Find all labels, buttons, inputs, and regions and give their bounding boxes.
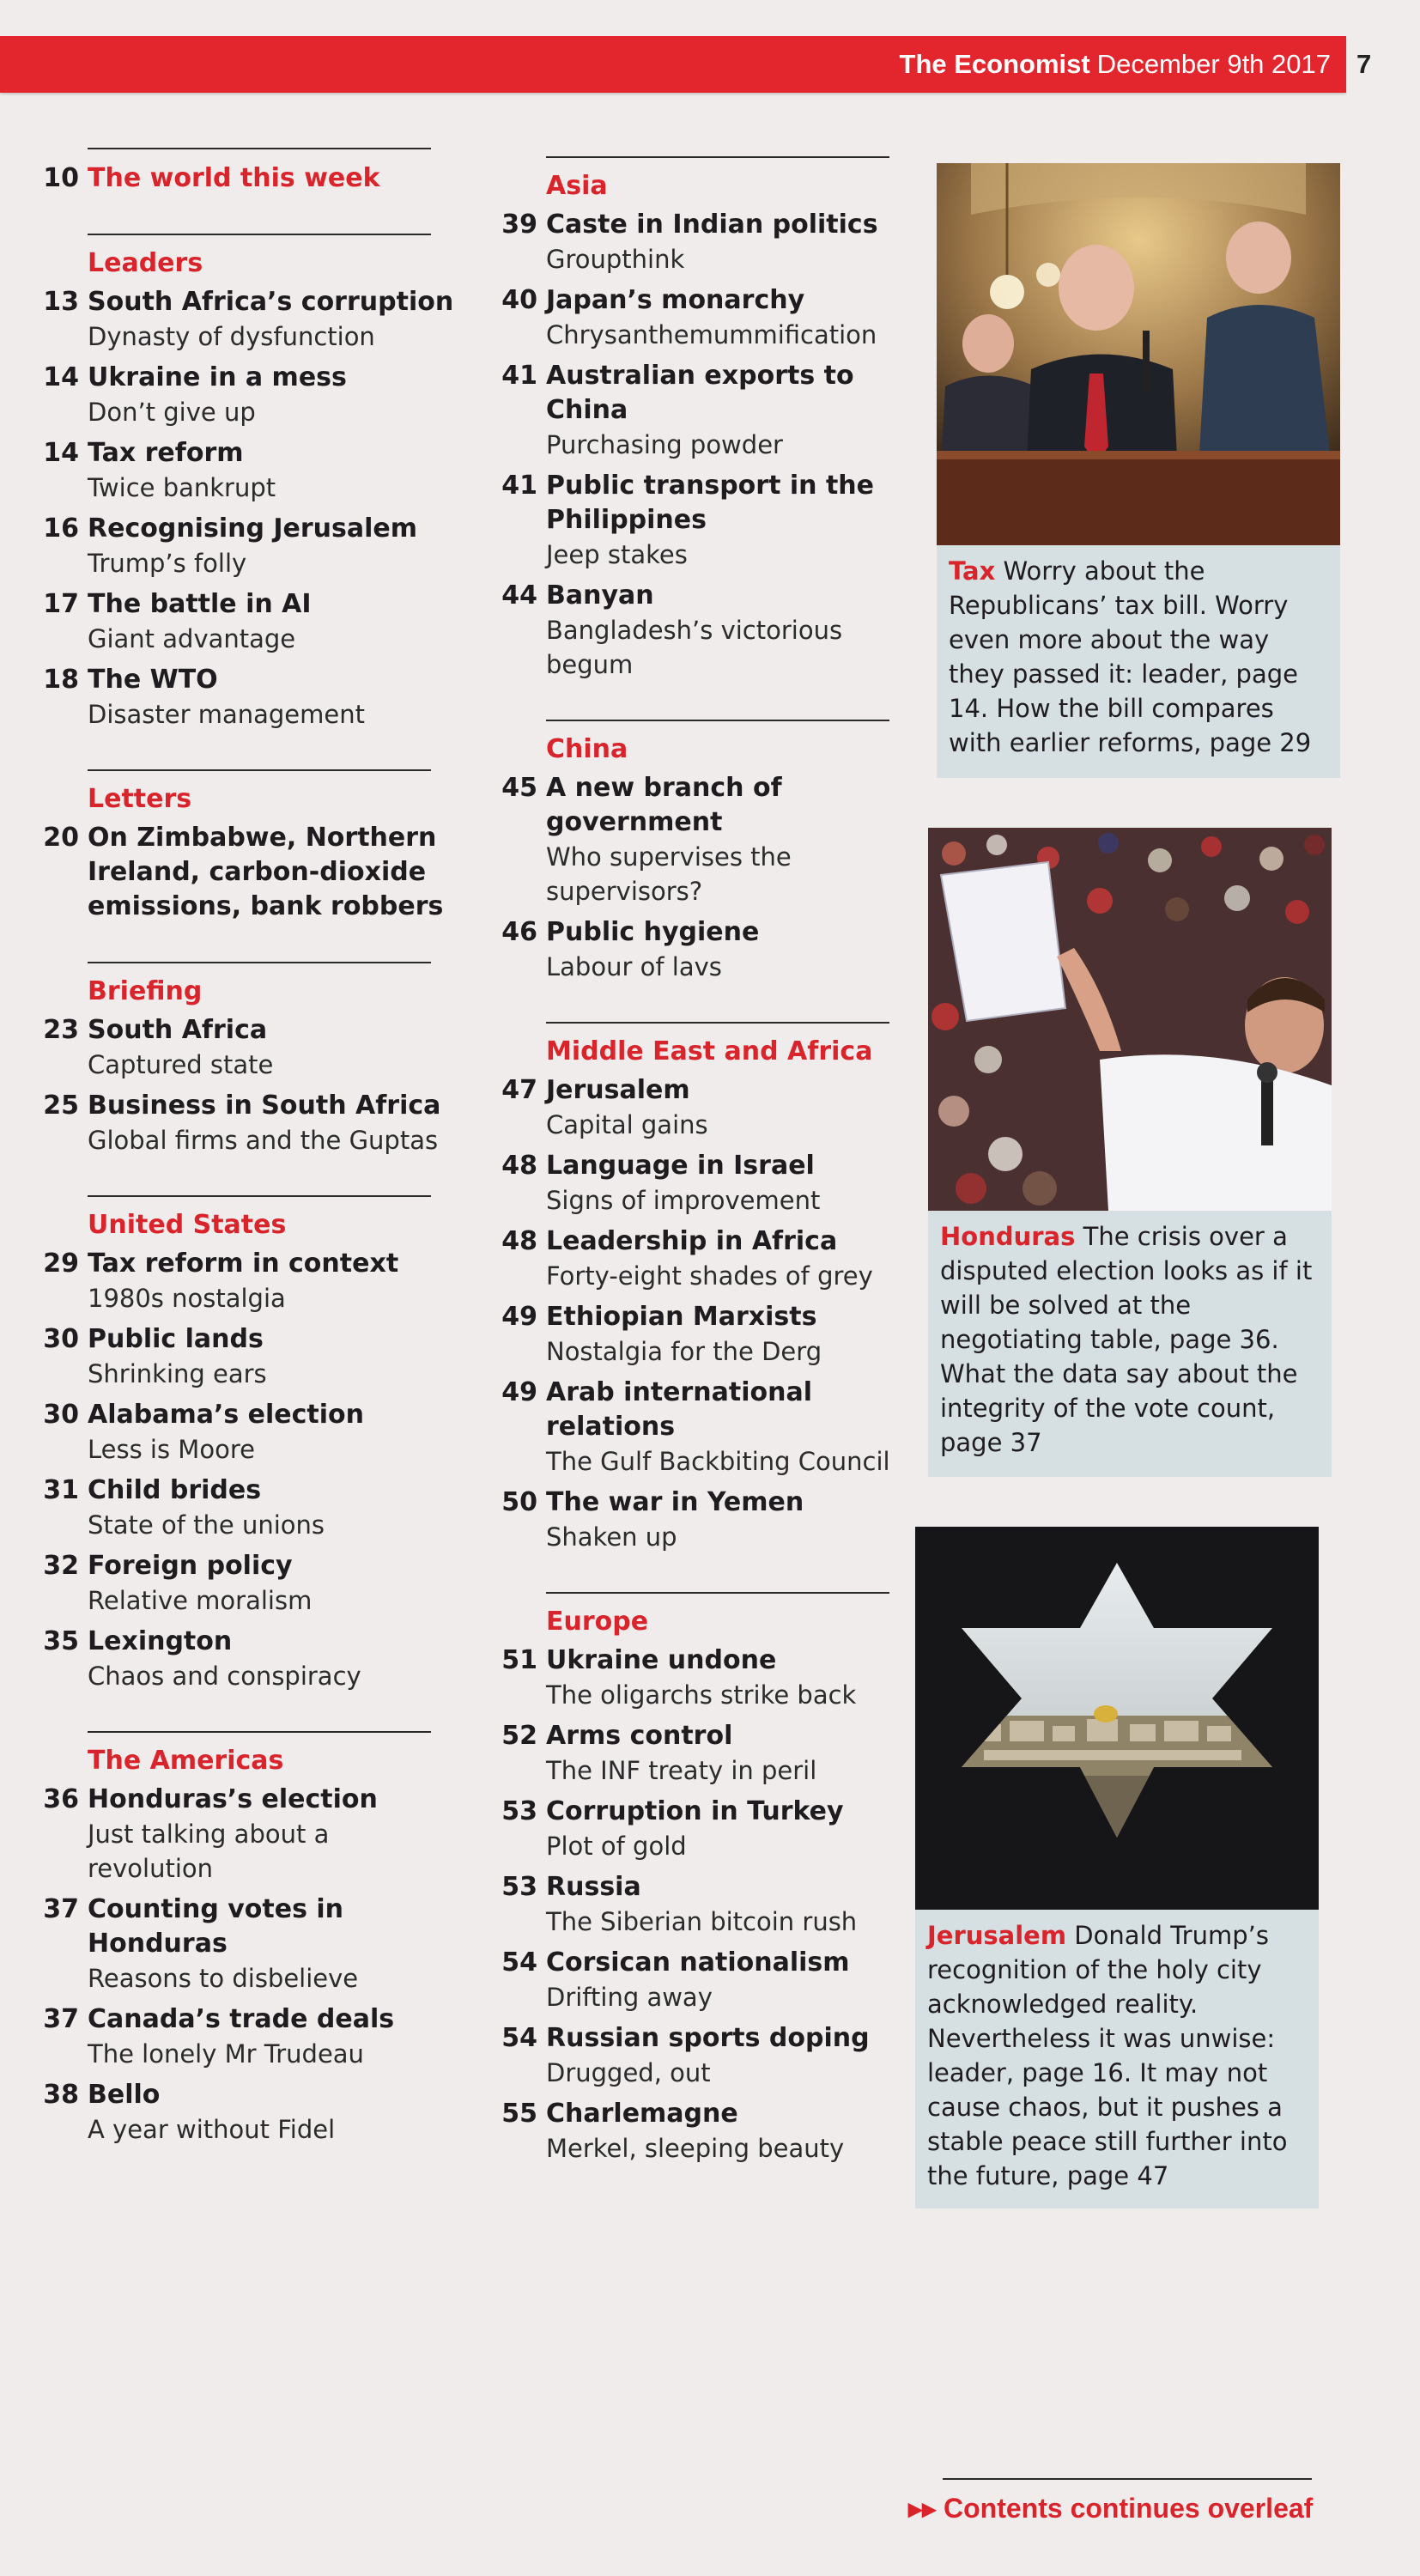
entry-subtitle: The INF treaty in peril xyxy=(546,1756,817,1785)
contents-entry[interactable] xyxy=(489,1946,901,2014)
contents-entry[interactable] xyxy=(489,359,901,462)
entry-title: Caste in Indian politics xyxy=(546,210,878,240)
contents-entry[interactable] xyxy=(489,579,901,682)
section-heading: Middle East and Africa xyxy=(546,1036,873,1066)
entry-page-number: 54 xyxy=(501,2023,537,2053)
photo-rally-crowd xyxy=(928,828,1332,1211)
entry-page-number: 54 xyxy=(501,1947,537,1978)
section-gap xyxy=(31,1700,460,1731)
section-gap xyxy=(489,689,901,720)
caption-text: Worry about the Republicans’ tax bill. Worry even more about the way they passed it: leader, page 14. How the bill compares with earlier reforms, page 29 xyxy=(949,556,1312,757)
entry-page-number: 29 xyxy=(43,1249,79,1279)
contents-entry[interactable] xyxy=(31,436,460,505)
entry-title: Corsican nationalism xyxy=(546,1947,850,1978)
contents-entry[interactable] xyxy=(31,1893,460,1996)
entry-subtitle: Drugged, out xyxy=(546,2058,711,2087)
page-number: 7 xyxy=(1356,49,1372,79)
entry-page-number: 50 xyxy=(501,1487,537,1517)
section-rule xyxy=(88,962,431,963)
contents-entry[interactable] xyxy=(489,1719,901,1788)
section-heading: China xyxy=(546,734,628,764)
contents-entry[interactable] xyxy=(489,1224,901,1293)
section-heading: The Americas xyxy=(88,1746,284,1776)
contents-entry[interactable] xyxy=(489,1795,901,1863)
entry-subtitle: Global firms and the Guptas xyxy=(88,1126,439,1155)
entry-page-number: 52 xyxy=(501,1721,537,1751)
caption-tax xyxy=(949,554,1332,760)
caption-text: Donald Trump’s recognition of the holy city acknowledged reality. Nevertheless it was unwise: leader, page 16. It may not cause chaos, but it pushes a stable peace still further into the future, page 47 xyxy=(927,1921,1288,2190)
contents-column-middle xyxy=(489,156,901,2172)
entry-subtitle: Groupthink xyxy=(546,245,685,274)
contents-entry[interactable] xyxy=(31,587,460,656)
section-middle-east-and-africa xyxy=(489,991,901,1554)
entry-title: Canada’s trade deals xyxy=(88,2004,395,2034)
section-rule xyxy=(88,234,431,235)
entry-page-number: 30 xyxy=(43,1400,79,1430)
contents-continues-label: Contents continues overleaf xyxy=(944,2493,1314,2524)
contents-entry[interactable] xyxy=(31,285,460,354)
caption-lead: Jerusalem xyxy=(927,1921,1067,1950)
entry-subtitle: Reasons to disbelieve xyxy=(88,1964,359,1993)
entry-page-number: 16 xyxy=(43,513,79,544)
entry-subtitle: Capital gains xyxy=(546,1110,708,1139)
entry-subtitle: Shrinking ears xyxy=(88,1359,267,1388)
entry-subtitle: Less is Moore xyxy=(88,1435,255,1464)
contents-entry[interactable] xyxy=(489,469,901,572)
entry-title: Public lands xyxy=(88,1324,264,1354)
entry-subtitle: State of the unions xyxy=(88,1510,325,1540)
contents-entry[interactable] xyxy=(489,1376,901,1479)
contents-entry[interactable] xyxy=(489,1149,901,1218)
entry-title: The war in Yemen xyxy=(546,1487,804,1517)
header-bar xyxy=(0,36,1346,93)
section-rule xyxy=(546,1592,889,1594)
entry-title: Ethiopian Marxists xyxy=(546,1302,817,1332)
entry-page-number: 13 xyxy=(43,287,79,317)
contents-entry[interactable] xyxy=(31,1089,460,1157)
entry-title: Bello xyxy=(88,2080,161,2110)
entry-title: Jerusalem xyxy=(546,1075,690,1105)
entry-subtitle: Chrysanthemummification xyxy=(546,320,877,349)
entry-subtitle: Shaken up xyxy=(546,1522,677,1552)
entry-title: Tax reform in context xyxy=(88,1249,399,1279)
masthead xyxy=(900,36,1331,93)
entry-page-number: 48 xyxy=(501,1151,537,1181)
section-heading: United States xyxy=(88,1210,287,1240)
contents-entry[interactable] xyxy=(489,208,901,276)
contents-column-left xyxy=(31,148,460,2154)
entry-subtitle: Bangladesh’s victorious begum xyxy=(546,616,843,679)
brand-name: The Economist xyxy=(899,49,1090,79)
section-heading: Letters xyxy=(88,784,192,814)
contents-entry[interactable] xyxy=(489,771,901,908)
footer-rule xyxy=(943,2478,1312,2480)
section-china xyxy=(489,689,901,984)
contents-entry[interactable] xyxy=(489,1485,901,1554)
entry-page-number: 41 xyxy=(501,471,537,501)
caption-lead: Tax xyxy=(949,556,996,586)
entry-title: Language in Israel xyxy=(546,1151,815,1181)
entry-page-number: 38 xyxy=(43,2080,79,2110)
section-letters xyxy=(31,738,460,924)
entry-title: Alabama’s election xyxy=(88,1400,365,1430)
section-rule xyxy=(88,1731,431,1733)
entry-page-number: 25 xyxy=(43,1091,79,1121)
section-the-americas xyxy=(31,1700,460,2147)
feature-card-jerusalem xyxy=(915,1527,1319,2208)
entry-subtitle: The oligarchs strike back xyxy=(546,1680,857,1710)
entry-subtitle: Twice bankrupt xyxy=(88,473,276,502)
section-heading: Leaders xyxy=(88,248,203,278)
entry-title: Russian sports doping xyxy=(546,2023,870,2053)
entry-subtitle: Signs of improvement xyxy=(546,1186,821,1215)
entry-title: The world this week xyxy=(88,163,380,193)
entry-page-number: 49 xyxy=(501,1302,537,1332)
entry-page-number: 47 xyxy=(501,1075,537,1105)
section-heading: Asia xyxy=(546,171,608,201)
contents-entry[interactable] xyxy=(31,1247,460,1315)
section-gap xyxy=(31,1164,460,1195)
contents-entry[interactable] xyxy=(31,1473,460,1542)
entry-page-number: 40 xyxy=(501,285,537,315)
entry-title: South Africa xyxy=(88,1015,268,1045)
entry-title: Counting votes in Honduras xyxy=(88,1894,344,1959)
entry-page-number: 45 xyxy=(501,773,537,803)
entry-page-number: 55 xyxy=(501,2099,537,2129)
contents-entry[interactable] xyxy=(31,512,460,580)
entry-title: Australian exports to China xyxy=(546,361,854,425)
contents-entry[interactable] xyxy=(31,1013,460,1082)
entry-page-number: 36 xyxy=(43,1784,79,1814)
photo-politicians-podium xyxy=(937,163,1340,545)
entry-page-number: 20 xyxy=(43,823,79,853)
entry-subtitle: The Siberian bitcoin rush xyxy=(546,1907,858,1936)
caption-honduras xyxy=(940,1219,1323,1460)
entry-subtitle: Dynasty of dysfunction xyxy=(88,322,375,351)
contents-entry[interactable] xyxy=(489,1073,901,1142)
feature-card-honduras xyxy=(928,828,1332,1477)
section-heading: Briefing xyxy=(88,976,203,1006)
contents-entry[interactable] xyxy=(31,1549,460,1618)
section-united-states xyxy=(31,1164,460,1693)
section-asia xyxy=(489,156,901,682)
entry-page-number: 44 xyxy=(501,580,537,611)
section-gap xyxy=(489,1561,901,1592)
section-heading: Europe xyxy=(546,1607,649,1637)
entry-title: Leadership in Africa xyxy=(546,1226,838,1256)
entry-title: Banyan xyxy=(546,580,654,611)
entry-title: Business in South Africa xyxy=(88,1091,441,1121)
contents-entry[interactable] xyxy=(489,2021,901,2090)
entry-subtitle: 1980s nostalgia xyxy=(88,1284,286,1313)
entry-subtitle: Jeep stakes xyxy=(546,540,688,569)
entry-title: South Africa’s corruption xyxy=(88,287,454,317)
contents-entry[interactable] xyxy=(31,1625,460,1693)
entry-page-number: 51 xyxy=(501,1645,537,1675)
entry-page-number: 41 xyxy=(501,361,537,391)
entry-page-number: 14 xyxy=(43,438,79,468)
contents-entry[interactable] xyxy=(31,2078,460,2147)
contents-continues-link[interactable] xyxy=(908,2492,1313,2524)
entry-title: Recognising Jerusalem xyxy=(88,513,418,544)
entry-page-number: 30 xyxy=(43,1324,79,1354)
entry-page-number: 31 xyxy=(43,1475,79,1505)
entry-page-number: 49 xyxy=(501,1377,537,1407)
entry-title: Public transport in the Philippines xyxy=(546,471,875,535)
entry-page-number: 18 xyxy=(43,665,79,695)
entry-subtitle: Chaos and conspiracy xyxy=(88,1662,361,1691)
entry-page-number: 37 xyxy=(43,2004,79,2034)
entry-page-number: 17 xyxy=(43,589,79,619)
section-gap xyxy=(489,991,901,1022)
issue-date: December 9th 2017 xyxy=(1096,49,1331,79)
entry-subtitle: Trump’s folly xyxy=(88,549,247,578)
section-briefing xyxy=(31,931,460,1157)
photo-star-jerusalem xyxy=(915,1527,1319,1910)
entry-title: Lexington xyxy=(88,1626,233,1656)
contents-entry[interactable] xyxy=(489,1870,901,1939)
entry-title: Charlemagne xyxy=(546,2099,738,2129)
feature-card-tax xyxy=(937,163,1340,778)
entry-title: The battle in AI xyxy=(88,589,312,619)
contents-entry[interactable] xyxy=(31,2002,460,2071)
entry-page-number: 23 xyxy=(43,1015,79,1045)
entry-title: Honduras’s election xyxy=(88,1784,378,1814)
contents-entry[interactable] xyxy=(31,663,460,732)
entry-title: Corruption in Turkey xyxy=(546,1796,844,1826)
entry-subtitle: Just talking about a revolution xyxy=(88,1820,330,1883)
entry-subtitle: Nostalgia for the Derg xyxy=(546,1337,822,1366)
contents-entry[interactable] xyxy=(31,161,460,196)
entry-page-number: 32 xyxy=(43,1551,79,1581)
caption-text: The crisis over a disputed election looks as if it will be solved at the negotiating table, page 36. What the data say about the integrity of the vote count, page 37 xyxy=(940,1222,1313,1457)
entry-title: Public hygiene xyxy=(546,917,760,947)
double-chevron-right-icon: ▸▸ xyxy=(908,2493,944,2524)
entry-subtitle: Purchasing powder xyxy=(546,430,783,459)
entry-page-number: 10 xyxy=(43,163,79,193)
entry-title: Arms control xyxy=(546,1721,733,1751)
entry-page-number: 14 xyxy=(43,362,79,392)
section-gap xyxy=(31,203,460,234)
entry-subtitle: Don’t give up xyxy=(88,398,256,427)
entry-title: Child brides xyxy=(88,1475,262,1505)
section-intro xyxy=(31,148,460,196)
contents-entry[interactable] xyxy=(31,821,460,924)
contents-entry[interactable] xyxy=(489,1643,901,1712)
entry-title: On Zimbabwe, Northern Ireland, carbon-dioxide emissions, bank robbers xyxy=(88,823,444,921)
entry-page-number: 53 xyxy=(501,1872,537,1902)
entry-page-number: 39 xyxy=(501,210,537,240)
entry-subtitle: Labour of lavs xyxy=(546,952,722,981)
entry-title: Arab international relations xyxy=(546,1377,813,1442)
entry-subtitle: Forty-eight shades of grey xyxy=(546,1261,873,1291)
section-rule xyxy=(546,1022,889,1024)
contents-entry[interactable] xyxy=(489,283,901,352)
contents-entry[interactable] xyxy=(31,1783,460,1886)
contents-entry[interactable] xyxy=(31,1398,460,1467)
entry-page-number: 35 xyxy=(43,1626,79,1656)
section-leaders xyxy=(31,203,460,732)
section-gap xyxy=(31,738,460,769)
entry-subtitle: A year without Fidel xyxy=(88,2115,336,2144)
section-rule xyxy=(546,720,889,721)
entry-subtitle: Giant advantage xyxy=(88,624,296,653)
section-spacer xyxy=(31,149,460,161)
section-europe xyxy=(489,1561,901,2166)
section-rule xyxy=(88,769,431,771)
contents-entry[interactable] xyxy=(31,361,460,429)
entry-page-number: 46 xyxy=(501,917,537,947)
entry-subtitle: Plot of gold xyxy=(546,1832,687,1861)
entry-title: Russia xyxy=(546,1872,641,1902)
entry-subtitle: Drifting away xyxy=(546,1983,713,2012)
contents-entry[interactable] xyxy=(489,2097,901,2166)
entry-subtitle: Who supervises the supervisors? xyxy=(546,842,792,906)
contents-entry[interactable] xyxy=(31,1322,460,1391)
entry-title: Ukraine undone xyxy=(546,1645,777,1675)
entry-page-number: 37 xyxy=(43,1894,79,1924)
entry-title: The WTO xyxy=(88,665,218,695)
caption-jerusalem xyxy=(927,1918,1310,2193)
entry-subtitle: Merkel, sleeping beauty xyxy=(546,2134,845,2163)
entry-title: A new branch of government xyxy=(546,773,782,837)
entry-title: Japan’s monarchy xyxy=(546,285,805,315)
section-gap xyxy=(31,931,460,962)
section-rule xyxy=(88,1195,431,1197)
entry-subtitle: Disaster management xyxy=(88,700,365,729)
caption-lead: Honduras xyxy=(940,1222,1076,1251)
entry-subtitle: The Gulf Backbiting Council xyxy=(546,1447,890,1476)
entry-title: Foreign policy xyxy=(88,1551,293,1581)
entry-title: Tax reform xyxy=(88,438,244,468)
entry-subtitle: Captured state xyxy=(88,1050,274,1079)
contents-entry[interactable] xyxy=(489,915,901,984)
entry-subtitle: The lonely Mr Trudeau xyxy=(88,2039,364,2069)
entry-subtitle: Relative moralism xyxy=(88,1586,313,1615)
section-rule xyxy=(546,156,889,158)
entry-title: Ukraine in a mess xyxy=(88,362,347,392)
contents-entry[interactable] xyxy=(489,1300,901,1369)
entry-page-number: 48 xyxy=(501,1226,537,1256)
entry-page-number: 53 xyxy=(501,1796,537,1826)
